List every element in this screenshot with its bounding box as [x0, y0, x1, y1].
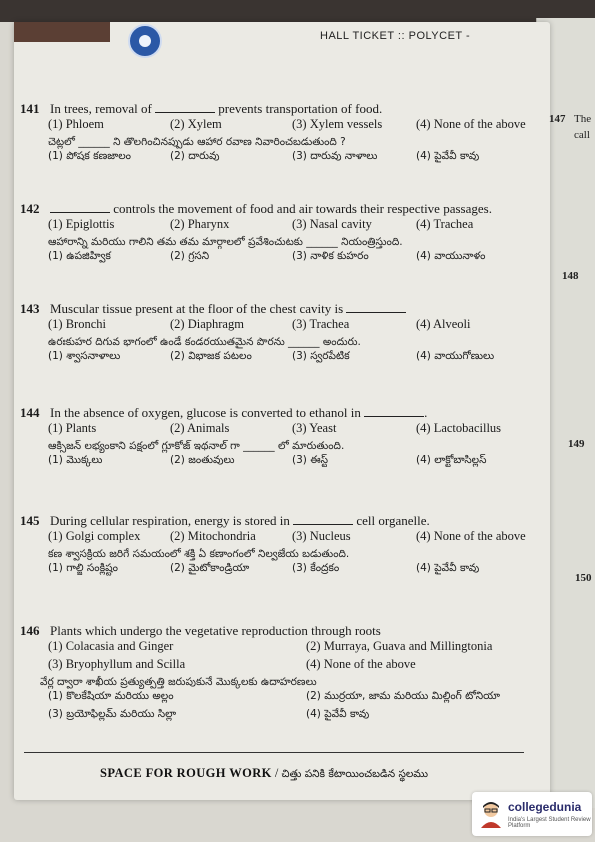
question-text: In the absence of oxygen, glucose is converted to ethanol in — [50, 405, 361, 420]
telugu-option-3[interactable]: (3) దారువు నాళాలు — [292, 150, 378, 162]
option-4[interactable]: (4) Alveoli — [416, 317, 471, 331]
answer-blank — [155, 100, 215, 113]
telugu-option-1[interactable]: (1) పోషక కణజాలం — [48, 150, 132, 162]
question-number: 142 — [20, 201, 40, 216]
question-number: 143 — [20, 301, 40, 316]
telugu-question: కణ శ్వాసక్రియ జరిగే సమయంలో శక్తి ఏ కణాంగంలో నిల్వజేయ బడుతుంది. — [48, 548, 350, 560]
question-141 — [20, 100, 540, 168]
telugu-option-2[interactable]: (2) విభాజక పటలం — [170, 350, 252, 362]
hall-ticket-header: HALL TICKET :: POLYCET - — [320, 30, 471, 42]
telugu-question: ఆక్సిజన్ లభ్యంకాని పక్షంలో గ్లూకోజ్ ఇథనాల్ గా ______ లో మారుతుంది. — [48, 440, 345, 452]
question-145 — [20, 512, 540, 580]
brand-tagline: India's Largest Student Review Platform — [508, 817, 591, 829]
telugu-question: ఉరఃకుహర దిగువ భాగంలో ఉండే కండరయుతమైన పొరను ______ అందురు. — [48, 336, 361, 348]
option-1[interactable]: (1) Plants — [48, 421, 97, 435]
collegedunia-watermark — [472, 792, 592, 836]
question-144 — [20, 404, 540, 472]
question-text-end: . — [424, 405, 428, 420]
telugu-option-2[interactable]: (2) మైటోకాండ్రియా — [170, 562, 250, 574]
option-2[interactable]: (2) Mitochondria — [170, 529, 256, 543]
telugu-option-4[interactable]: (4) లాక్టోబాసిల్లస్ — [416, 454, 487, 466]
q150-number: 150 — [575, 572, 592, 584]
telugu-option-3[interactable]: (3) కేంద్రకం — [292, 562, 340, 574]
question-number: 146 — [20, 623, 40, 638]
q148-number: 148 — [562, 270, 579, 282]
section-divider — [24, 752, 524, 753]
photo-background-corner — [14, 22, 110, 42]
photo-background-top — [0, 0, 595, 22]
board-seal-logo — [128, 24, 162, 58]
telugu-option-2[interactable]: (2) దారువు — [170, 150, 220, 162]
question-text: During cellular respiration, energy is stored in — [50, 513, 290, 528]
question-text: In trees, removal of — [50, 101, 152, 116]
telugu-option-2[interactable]: (2) జంతువులు — [170, 454, 235, 466]
telugu-option-1[interactable]: (1) గాల్జి సంక్లిష్టం — [48, 562, 118, 574]
question-text: controls the movement of food and air towards their respective passages. — [113, 201, 492, 216]
option-2[interactable]: (2) Xylem — [170, 117, 222, 131]
rough-work-english: SPACE FOR ROUGH WORK — [100, 766, 272, 780]
telugu-option-2[interactable]: (2) ముర్రయా, జామ మరియు మిల్లింగ్ టోనియా — [306, 690, 501, 702]
question-text-end: prevents transportation of food. — [218, 101, 383, 116]
option-4[interactable]: (4) Lactobacillus — [416, 421, 502, 435]
option-3[interactable]: (3) Trachea — [292, 317, 350, 331]
telugu-option-1[interactable]: (1) శ్వాసనాళాలు — [48, 350, 121, 362]
question-text: Muscular tissue present at the floor of the chest cavity is — [50, 301, 344, 316]
telugu-option-3[interactable]: (3) ఈస్ట్ — [292, 454, 329, 466]
question-143 — [20, 300, 540, 368]
answer-blank — [50, 200, 110, 213]
option-1[interactable]: (1) Phloem — [48, 117, 104, 131]
option-4[interactable]: (4) None of the above — [306, 657, 416, 671]
question-number: 145 — [20, 513, 40, 528]
q147-fragment-2: call — [574, 129, 590, 141]
answer-blank — [364, 404, 424, 417]
telugu-option-3[interactable]: (3) బ్రయోఫిల్లమ్ మరియు సిల్లా — [48, 708, 177, 720]
telugu-option-3[interactable]: (3) నాళిక కుహరం — [292, 250, 369, 262]
option-3[interactable]: (3) Yeast — [292, 421, 337, 435]
question-text: Plants which undergo the vegetative reproduction through roots — [50, 623, 381, 638]
question-number: 141 — [20, 101, 40, 116]
option-2[interactable]: (2) Pharynx — [170, 217, 230, 231]
option-4[interactable]: (4) Trachea — [416, 217, 474, 231]
option-2[interactable]: (2) Animals — [170, 421, 230, 435]
option-1[interactable]: (1) Colacasia and Ginger — [48, 639, 174, 653]
option-3[interactable]: (3) Xylem vessels — [292, 117, 383, 131]
telugu-option-1[interactable]: (1) కొలకేషియా మరియు అల్లం — [48, 690, 174, 702]
telugu-question: వేర్ల ద్వారా శాఖీయ ప్రత్యుత్పత్తి జరుపుకునే మొక్కలకు ఉదాహరణలు — [40, 676, 317, 688]
option-1[interactable]: (1) Bronchi — [48, 317, 106, 331]
option-2[interactable]: (2) Murraya, Guava and Millingtonia — [306, 639, 493, 653]
q147-number: 147 — [549, 113, 566, 125]
option-3[interactable]: (3) Bryophyllum and Scilla — [48, 657, 186, 671]
q149-number: 149 — [568, 438, 585, 450]
rough-work-telugu: చిత్తు పనికి కేటాయించబడిన స్థలము — [281, 768, 429, 780]
rough-work-label — [100, 766, 428, 783]
telugu-question: ఆహారాన్ని మరియు గాలిని తమ తమ మార్గాలలో ప్రవేశించుటకు ______ నియంత్రిస్తుంది. — [48, 236, 403, 248]
rough-work-separator: / — [274, 766, 279, 780]
telugu-option-4[interactable]: (4) పైవేవీ కావు — [306, 708, 370, 720]
telugu-option-4[interactable]: (4) వాయునాళం — [416, 250, 486, 262]
option-2[interactable]: (2) Diaphragm — [170, 317, 244, 331]
question-142 — [20, 200, 540, 268]
option-1[interactable]: (1) Epiglottis — [48, 217, 115, 231]
option-1[interactable]: (1) Golgi complex — [48, 529, 141, 543]
option-4[interactable]: (4) None of the above — [416, 529, 526, 543]
telugu-option-4[interactable]: (4) వాయుగోణులు — [416, 350, 495, 362]
option-4[interactable]: (4) None of the above — [416, 117, 526, 131]
telugu-option-3[interactable]: (3) స్వరపేటిక — [292, 350, 350, 362]
telugu-option-1[interactable]: (1) ఉపజిహ్విక — [48, 250, 111, 262]
brand-name: collegedunia — [508, 800, 582, 814]
question-number: 144 — [20, 405, 40, 420]
telugu-option-4[interactable]: (4) పైవేవీ కావు — [416, 150, 480, 162]
telugu-option-2[interactable]: (2) గ్రసని — [170, 250, 210, 262]
answer-blank — [293, 512, 353, 525]
q147-fragment: The — [574, 113, 592, 125]
telugu-option-1[interactable]: (1) మొక్కలు — [48, 454, 103, 466]
telugu-question: చెట్లలో ______ ని తొలగించినప్పుడు ఆహార రవాణ నివారించబడుతుంది ? — [48, 136, 346, 148]
question-text-end: cell organelle. — [356, 513, 430, 528]
question-146 — [20, 622, 540, 726]
option-3[interactable]: (3) Nasal cavity — [292, 217, 372, 231]
answer-blank — [346, 300, 406, 313]
student-avatar-icon — [478, 800, 504, 828]
telugu-option-4[interactable]: (4) పైవేవీ కావు — [416, 562, 480, 574]
option-3[interactable]: (3) Nucleus — [292, 529, 351, 543]
